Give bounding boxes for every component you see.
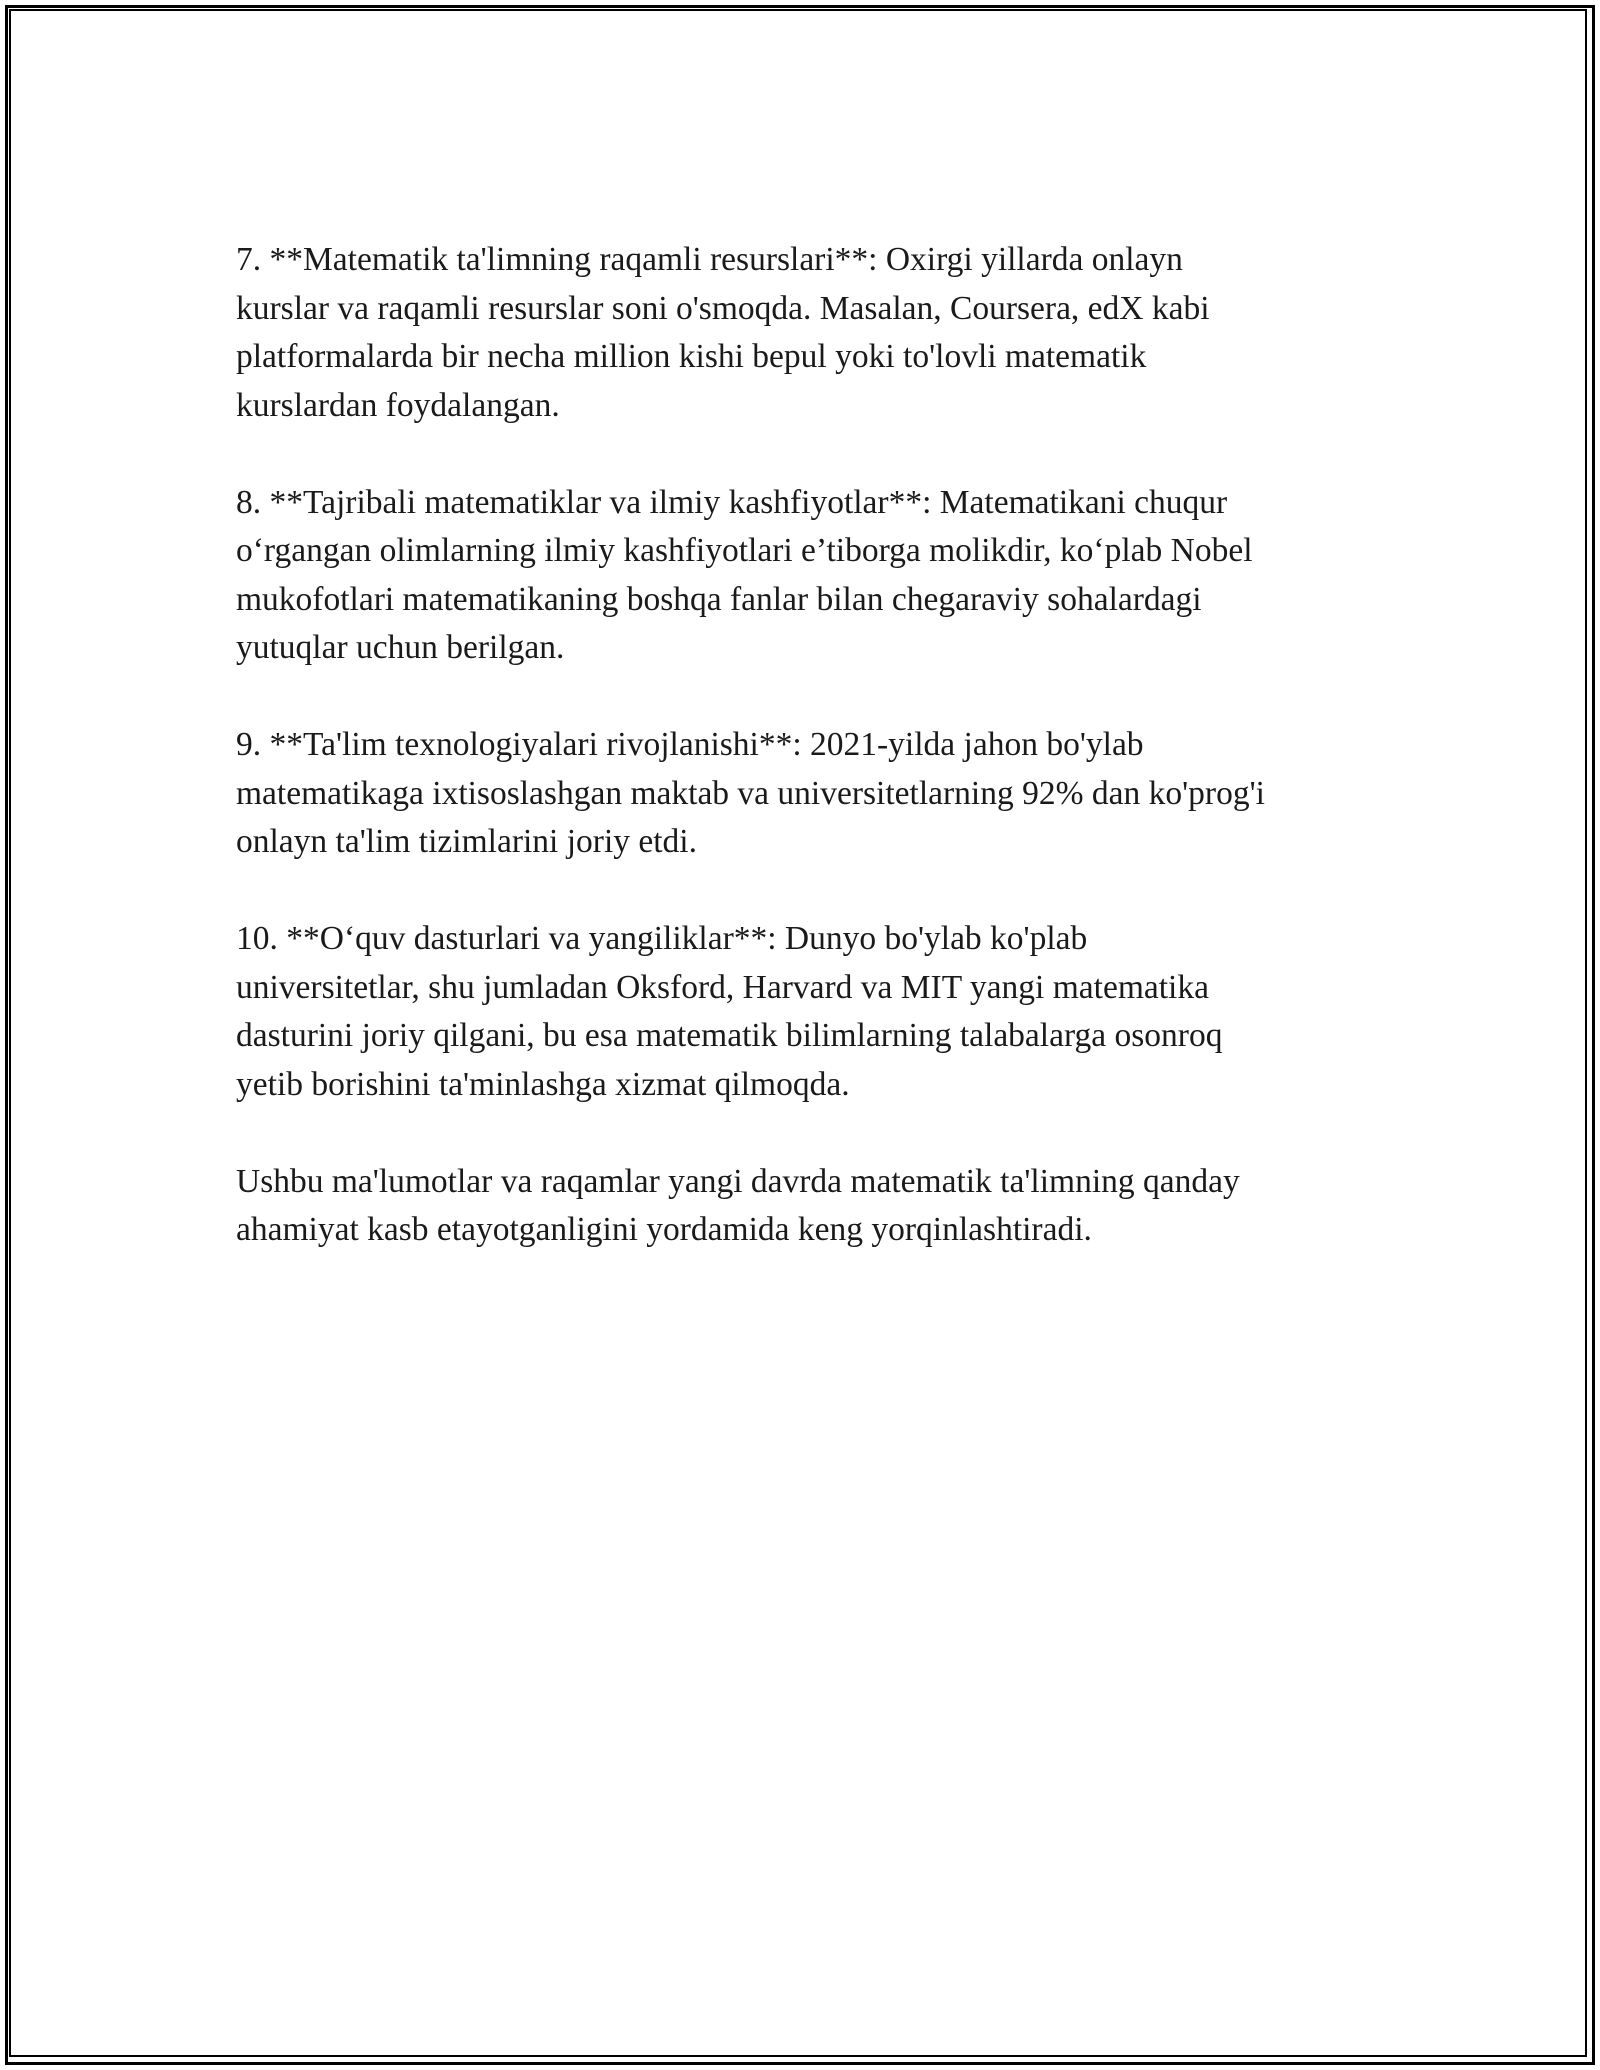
paragraph-item-10: 10. **O‘quv dasturlari va yangiliklar**: Dunyo bo'ylab ko'plab universitetlar, shu jumladan Oksford, Harvard va MIT yangi matematika dasturini joriy qilgani, bu esa matematik bilimlarning talabalarga osonroq yetib borishini ta'minlashga xizmat qilmoqda. xyxy=(236,920,1223,1103)
paragraph-item-9: 9. **Ta'lim texnologiyalari rivojlanishi**: 2021-yilda jahon bo'ylab matematikaga ixtisoslashgan maktab va universitetlarning 92% dan ko'prog'i onlayn ta'lim tizimlarini joriy etdi. xyxy=(236,726,1265,860)
document-body xyxy=(236,236,1416,1303)
paragraph-conclusion: Ushbu ma'lumotlar va raqamlar yangi davrda matematik ta'limning qanday ahamiyat kasb etayotganligini yordamida keng yorqinlashtiradi. xyxy=(236,1162,1240,1248)
paragraph-item-7: 7. **Matematik ta'limning raqamli resurslari**: Oxirgi yillarda onlayn kurslar va raqamli resurslar soni o'smoqda. Masalan, Coursera, edX kabi platformalarda bir necha million kishi bepul yoki to'lovli matematik kurslardan foydalangan. xyxy=(236,241,1210,424)
paragraph-item-8: 8. **Tajribali matematiklar va ilmiy kashfiyotlar**: Matematikani chuqur o‘rgangan olimlarning ilmiy kashfiyotlari e’tiborga molikdir, ko‘plab Nobel mukofotlari matematikaning boshqa fanlar bilan chegaraviy sohalardagi yutuqlar uchun berilgan. xyxy=(236,483,1253,666)
